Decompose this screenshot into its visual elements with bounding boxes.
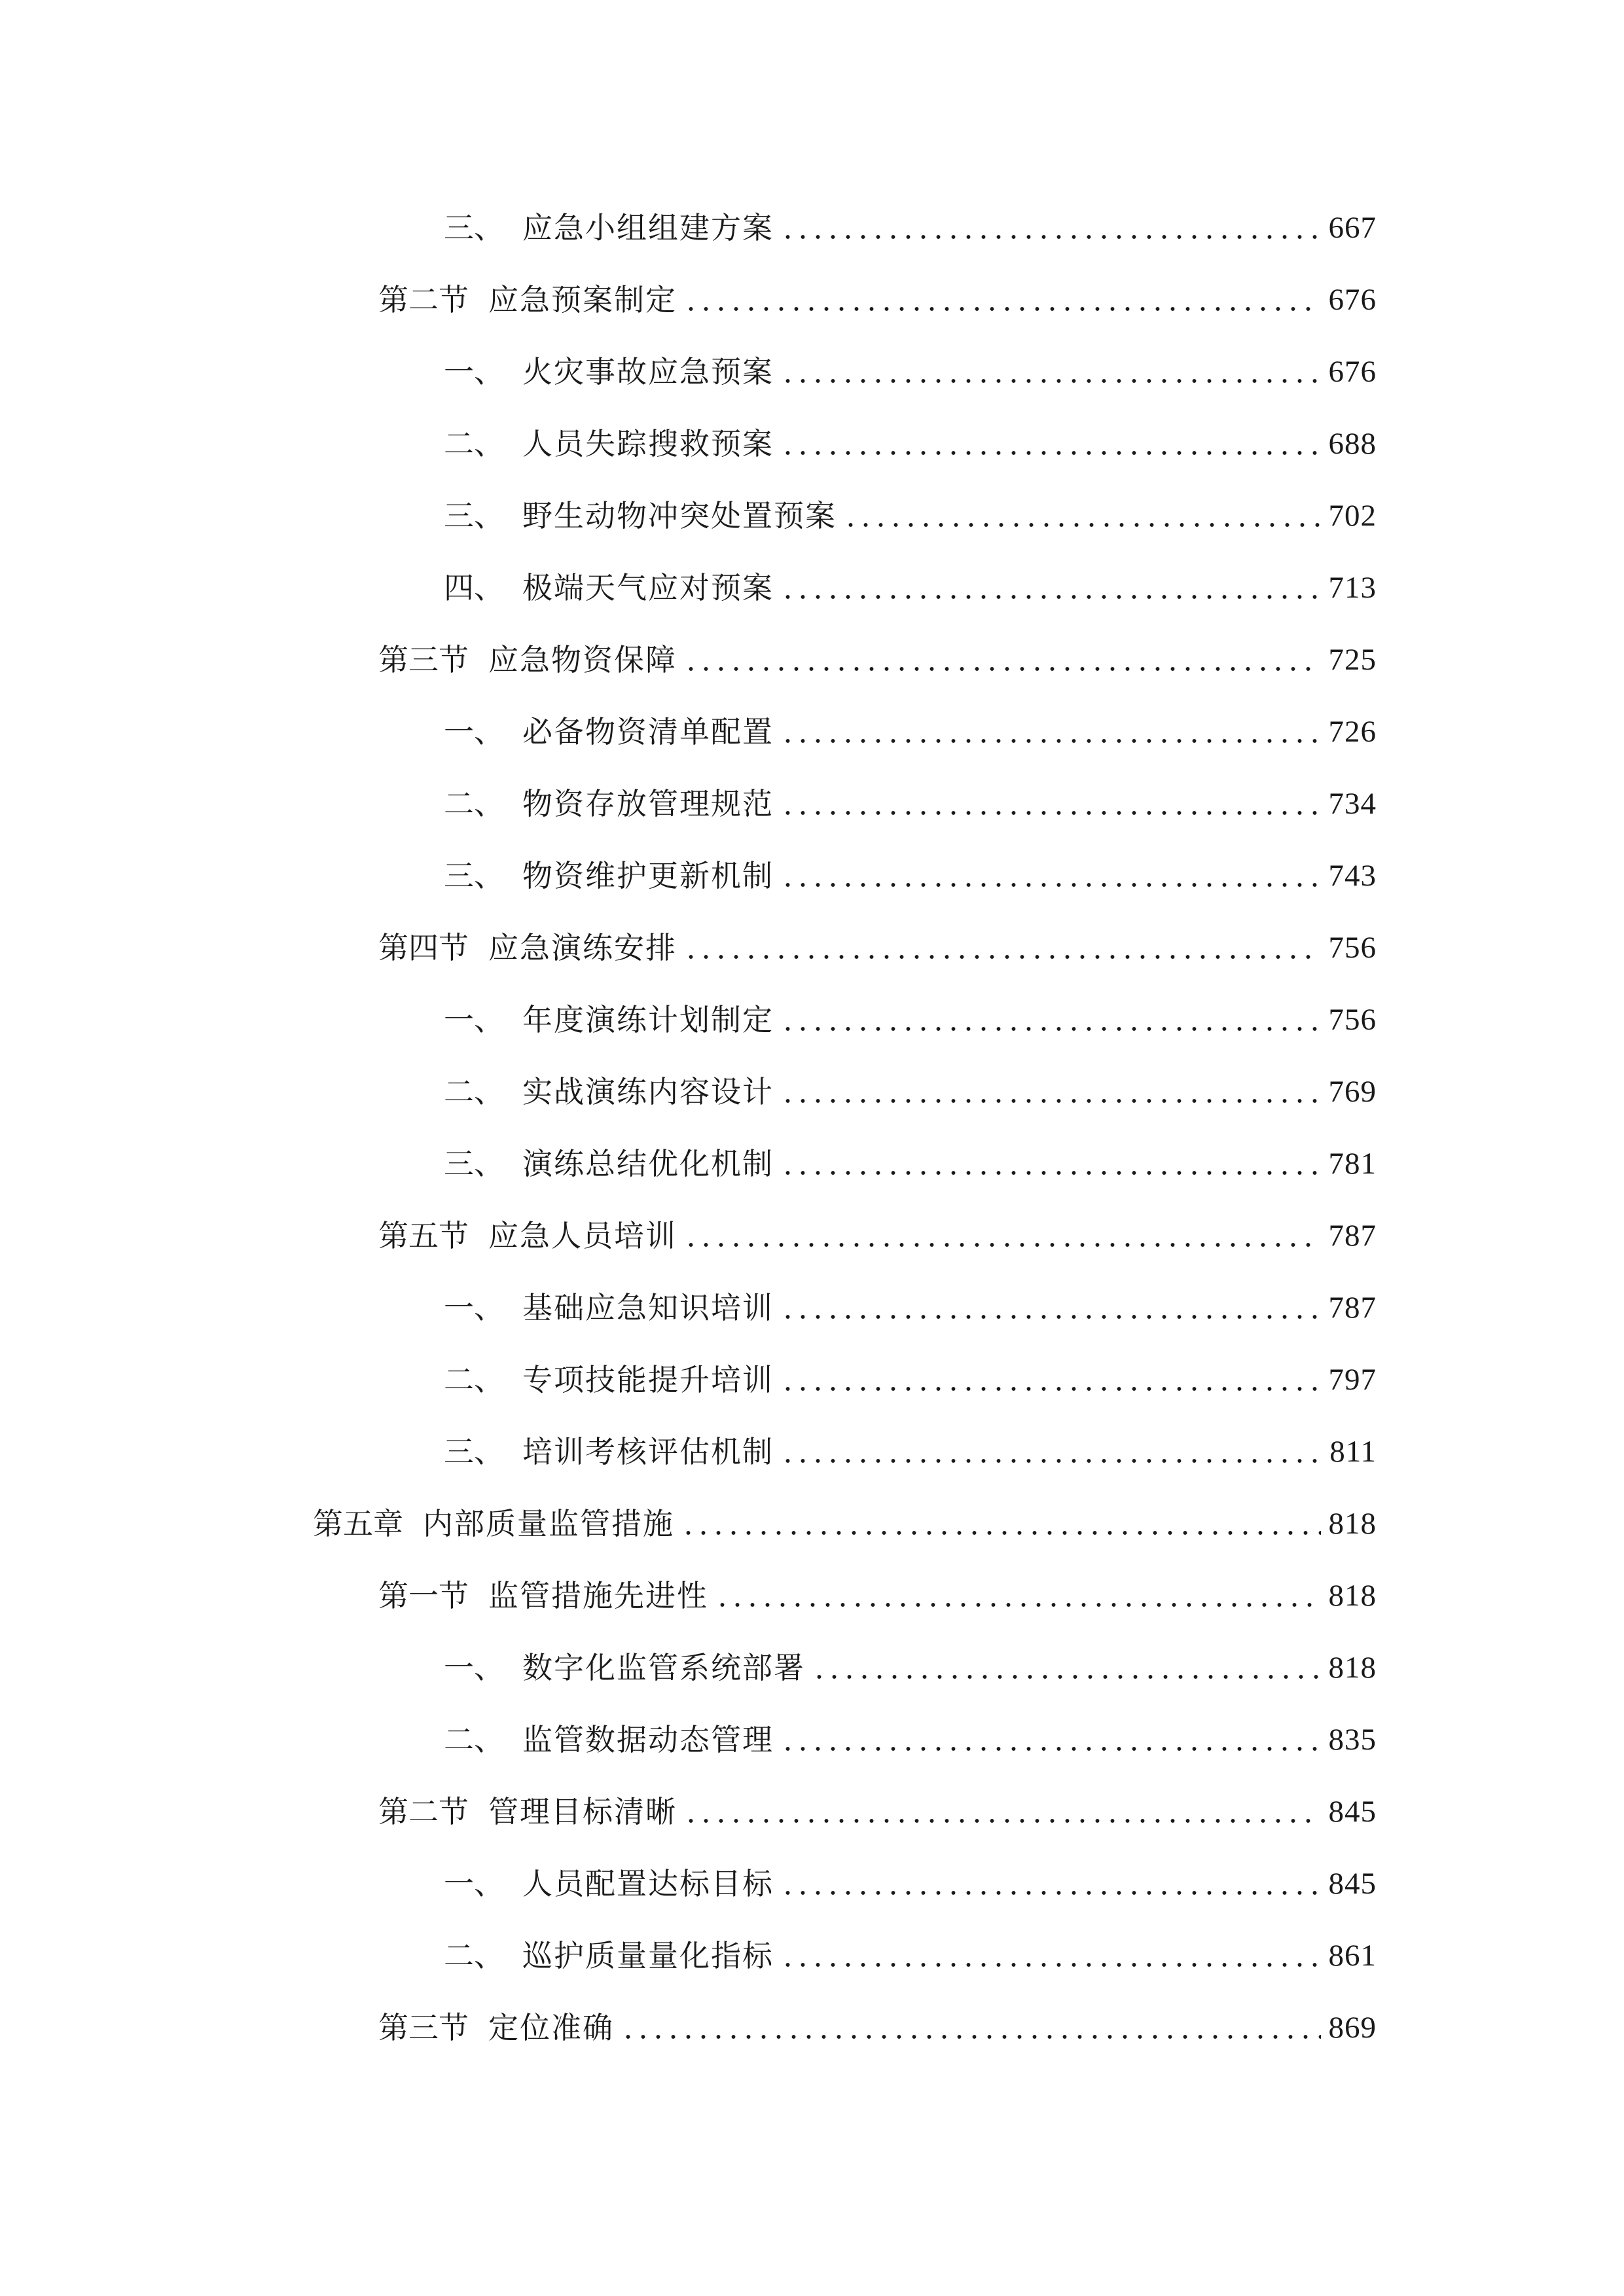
- toc-entry[interactable]: [0, 1056, 1624, 1128]
- toc-entry-number: 一、: [444, 1866, 504, 1901]
- toc-entry-title: 基础应急知识培训: [522, 1290, 774, 1325]
- toc-entry-title: 应急物资保障: [488, 642, 677, 677]
- dot-leader: [780, 573, 1321, 603]
- dot-leader: [780, 429, 1321, 459]
- toc-entry-page: 713: [1328, 570, 1377, 605]
- toc-entry[interactable]: [0, 1776, 1624, 1848]
- toc-entry[interactable]: [0, 696, 1624, 768]
- toc-entry-number: 第一节: [378, 1578, 469, 1613]
- toc-entry-title: 应急演练安排: [488, 930, 677, 965]
- toc-entry-number: 三、: [444, 498, 504, 533]
- toc-entry[interactable]: [0, 1632, 1624, 1704]
- toc-entry-title: 必备物资清单配置: [522, 714, 774, 749]
- toc-entry-number: 一、: [444, 714, 504, 749]
- toc-entry-number: 三、: [444, 1434, 504, 1469]
- toc-entry-page: 667: [1328, 210, 1377, 245]
- dot-leader: [780, 861, 1321, 891]
- toc-entry[interactable]: [0, 1560, 1624, 1632]
- toc-entry[interactable]: [0, 624, 1624, 696]
- toc-entry[interactable]: [0, 984, 1624, 1056]
- toc-entry-title: 物资维护更新机制: [522, 858, 774, 893]
- toc-entry[interactable]: [0, 912, 1624, 984]
- toc-entry-title: 火灾事故应急预案: [522, 354, 774, 389]
- toc-entry-title: 监管数据动态管理: [522, 1722, 774, 1757]
- toc-entry-page: 676: [1328, 282, 1377, 317]
- dot-leader: [780, 357, 1321, 387]
- dot-leader: [780, 1149, 1321, 1179]
- toc-entry[interactable]: [0, 264, 1624, 336]
- toc-entry[interactable]: [0, 1488, 1624, 1560]
- dot-leader: [621, 2013, 1321, 2043]
- toc-entry-page: 835: [1328, 1722, 1377, 1757]
- toc-entry-number: 第二节: [378, 282, 469, 317]
- toc-entry-number: 四、: [444, 570, 504, 605]
- toc-entry-page: 861: [1328, 1938, 1377, 1973]
- toc-entry-number: 第三节: [378, 2010, 469, 2045]
- toc-entry-page: 756: [1328, 930, 1377, 965]
- toc-entry-title: 应急预案制定: [488, 282, 677, 317]
- toc-entry[interactable]: [0, 408, 1624, 480]
- dot-leader: [780, 1005, 1321, 1035]
- toc-entry-page: 781: [1328, 1146, 1377, 1181]
- dot-leader: [780, 1941, 1321, 1971]
- toc-entry-page: 743: [1328, 858, 1377, 893]
- toc-entry-number: 第四节: [378, 930, 469, 965]
- toc-entry-page: 769: [1328, 1074, 1377, 1109]
- toc-entry-number: 二、: [444, 786, 504, 821]
- toc-entry-title: 年度演练计划制定: [522, 1002, 774, 1037]
- toc-entry[interactable]: [0, 1272, 1624, 1344]
- toc-entry-number: 一、: [444, 1290, 504, 1325]
- toc-entry-page: 787: [1328, 1218, 1377, 1253]
- toc-entry[interactable]: [0, 192, 1624, 264]
- table-of-contents: [0, 192, 1624, 2064]
- toc-entry-title: 内部质量监管措施: [423, 1506, 674, 1541]
- toc-entry-page: 818: [1328, 1650, 1377, 1685]
- dot-leader: [780, 1437, 1322, 1467]
- toc-entry[interactable]: [0, 1992, 1624, 2064]
- dot-leader: [681, 1509, 1321, 1539]
- toc-entry-title: 培训考核评估机制: [522, 1434, 774, 1469]
- toc-entry-page: 811: [1329, 1434, 1377, 1469]
- dot-leader: [780, 789, 1321, 819]
- dot-leader: [780, 1293, 1321, 1323]
- toc-entry-number: 第五节: [378, 1218, 469, 1253]
- toc-entry[interactable]: [0, 1128, 1624, 1200]
- toc-entry-number: 二、: [444, 1362, 504, 1397]
- toc-entry[interactable]: [0, 840, 1624, 912]
- toc-entry[interactable]: [0, 768, 1624, 840]
- toc-entry-title: 管理目标清晰: [488, 1794, 677, 1829]
- toc-entry-number: 一、: [444, 1650, 504, 1685]
- toc-entry[interactable]: [0, 1344, 1624, 1416]
- dot-leader: [683, 645, 1321, 675]
- toc-entry-number: 一、: [444, 354, 504, 389]
- toc-entry-title: 人员失踪搜救预案: [522, 426, 774, 461]
- toc-entry[interactable]: [0, 336, 1624, 408]
- toc-entry-page: 676: [1328, 354, 1377, 389]
- dot-leader: [715, 1581, 1321, 1611]
- toc-entry-number: 二、: [444, 1722, 504, 1757]
- toc-entry-page: 845: [1328, 1794, 1377, 1829]
- toc-entry[interactable]: [0, 480, 1624, 552]
- dot-leader: [683, 933, 1321, 963]
- toc-entry-title: 应急小组组建方案: [522, 210, 774, 245]
- toc-entry-title: 应急人员培训: [488, 1218, 677, 1253]
- toc-entry-title: 实战演练内容设计: [522, 1074, 774, 1109]
- toc-entry-number: 三、: [444, 858, 504, 893]
- toc-entry-page: 734: [1328, 786, 1377, 821]
- toc-entry-number: 二、: [444, 1074, 504, 1109]
- toc-entry-page: 725: [1328, 642, 1377, 677]
- toc-entry-page: 756: [1328, 1002, 1377, 1037]
- toc-entry-page: 787: [1328, 1290, 1377, 1325]
- toc-entry[interactable]: [0, 552, 1624, 624]
- toc-entry-number: 第三节: [378, 642, 469, 677]
- dot-leader: [683, 1797, 1321, 1827]
- toc-entry-number: 二、: [444, 1938, 504, 1973]
- toc-entry-title: 人员配置达标目标: [522, 1866, 774, 1901]
- toc-entry-title: 监管措施先进性: [488, 1578, 708, 1613]
- toc-entry[interactable]: [0, 1920, 1624, 1992]
- toc-entry[interactable]: [0, 1848, 1624, 1920]
- toc-entry-page: 845: [1328, 1866, 1377, 1901]
- toc-entry-title: 极端天气应对预案: [522, 570, 774, 605]
- dot-leader: [683, 285, 1321, 315]
- toc-entry-title: 野生动物冲突处置预案: [522, 498, 837, 533]
- toc-entry[interactable]: [0, 1416, 1624, 1488]
- toc-entry-page: 818: [1328, 1506, 1377, 1541]
- toc-entry-title: 定位准确: [488, 2010, 614, 2045]
- toc-entry-title: 数字化监管系统部署: [522, 1650, 805, 1685]
- toc-entry-page: 818: [1328, 1578, 1377, 1613]
- toc-entry-page: 797: [1328, 1362, 1377, 1397]
- toc-entry[interactable]: [0, 1200, 1624, 1272]
- toc-entry-title: 巡护质量量化指标: [522, 1938, 774, 1973]
- dot-leader: [843, 501, 1321, 531]
- toc-entry-title: 演练总结优化机制: [522, 1146, 774, 1181]
- dot-leader: [780, 717, 1321, 747]
- dot-leader: [780, 1365, 1321, 1395]
- toc-entry-page: 688: [1328, 426, 1377, 461]
- toc-entry[interactable]: [0, 1704, 1624, 1776]
- dot-leader: [780, 1869, 1321, 1899]
- dot-leader: [812, 1653, 1321, 1683]
- dot-leader: [780, 1725, 1321, 1755]
- toc-entry-page: 726: [1328, 714, 1377, 749]
- toc-entry-page: 702: [1328, 498, 1377, 533]
- dot-leader: [780, 1077, 1321, 1107]
- toc-entry-page: 869: [1328, 2010, 1377, 2045]
- toc-entry-title: 专项技能提升培训: [522, 1362, 774, 1397]
- dot-leader: [683, 1221, 1321, 1251]
- toc-entry-number: 二、: [444, 426, 504, 461]
- toc-entry-number: 三、: [444, 210, 504, 245]
- toc-entry-number: 一、: [444, 1002, 504, 1037]
- toc-entry-title: 物资存放管理规范: [522, 786, 774, 821]
- toc-entry-number: 三、: [444, 1146, 504, 1181]
- toc-entry-number: 第五章: [313, 1506, 403, 1541]
- toc-entry-number: 第二节: [378, 1794, 469, 1829]
- dot-leader: [780, 213, 1321, 243]
